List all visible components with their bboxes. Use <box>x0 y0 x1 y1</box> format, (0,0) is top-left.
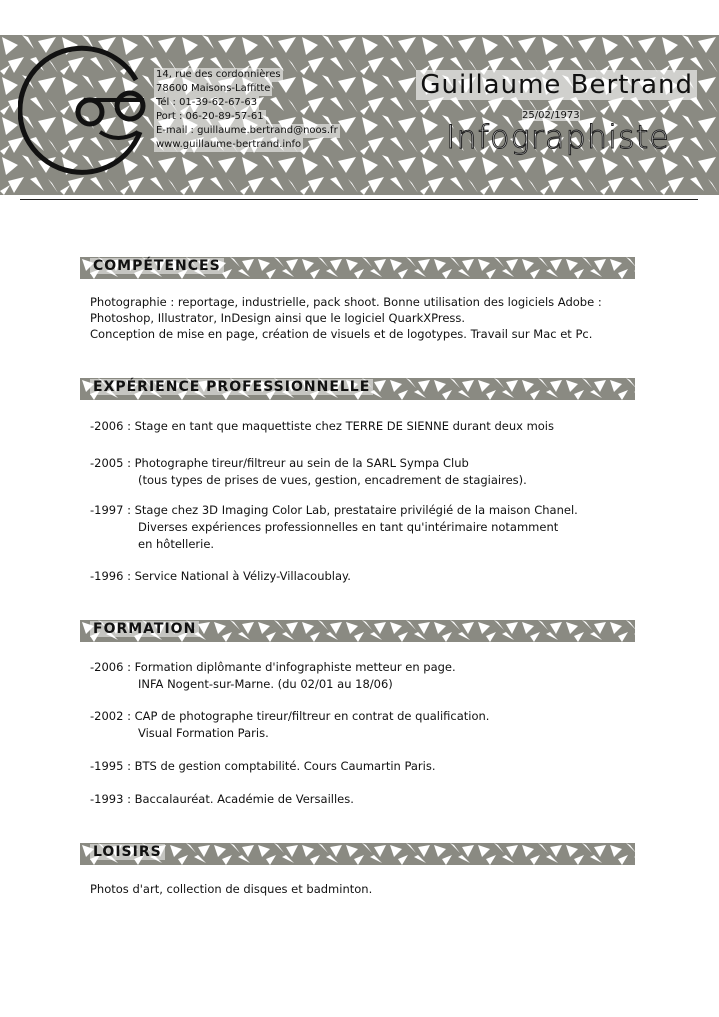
entry-line: -2005 : Photographe tireur/filtreur au sein de la SARL Sympa Club <box>90 456 469 470</box>
text-line: Conception de mise en page, création de visuels et de logotypes. Travail sur Mac et Pc. <box>90 327 593 341</box>
entry-line: -2006 : Stage en tant que maquettiste chez TERRE DE SIENNE durant deux mois <box>90 419 554 433</box>
section-header-competences <box>80 257 635 279</box>
formation-entry <box>90 758 670 775</box>
text-line: Photos d'art, collection de disques et badminton. <box>90 882 373 896</box>
section-title: EXPÉRIENCE PROFESSIONNELLE <box>90 379 373 395</box>
entry-detail: INFA Nogent-sur-Marne. (du 02/01 au 18/06) <box>138 677 393 691</box>
header-divider <box>20 199 698 200</box>
entry-line: -2006 : Formation diplômante d'infographiste metteur en page. <box>90 660 456 674</box>
loisirs-text <box>90 881 650 897</box>
experience-entry <box>90 455 670 489</box>
website[interactable]: www.guillaume-bertrand.info <box>156 139 302 150</box>
formation-entry <box>90 708 670 742</box>
experience-entry <box>90 568 670 585</box>
formation-entry <box>90 659 670 693</box>
address: 14, rue des cordonnières <box>156 69 281 80</box>
entry-detail: Visual Formation Paris. <box>138 726 269 740</box>
section-header-experience <box>80 378 635 400</box>
entry-line: -2002 : CAP de photographe tireur/filtreur en contrat de qualification. <box>90 709 490 723</box>
entry-line: -1996 : Service National à Vélizy-Villacoublay. <box>90 569 351 583</box>
section-title: LOISIRS <box>90 844 165 860</box>
entry-detail: Diverses expériences professionnelles en tant qu'intérimaire notamment <box>138 520 559 534</box>
contact-block <box>154 68 340 152</box>
birth-date: 25/02/1973 <box>522 110 580 121</box>
entry-line: -1997 : Stage chez 3D Imaging Color Lab, prestataire privilégié de la maison Chanel. <box>90 503 578 517</box>
section-header-loisirs <box>80 843 635 865</box>
text-line: Photoshop, Illustrator, InDesign ainsi que le logiciel QuarkXPress. <box>90 311 466 325</box>
city: 78600 Maisons-Laffitte <box>156 83 271 94</box>
formation-entry <box>90 791 670 808</box>
section-header-formation <box>80 620 635 642</box>
entry-line: -1995 : BTS de gestion comptabilité. Cours Caumartin Paris. <box>90 759 436 773</box>
mobile: Port : 06-20-89-57-61 <box>156 111 264 122</box>
phone: Tél : 01-39-62-67-63 <box>156 97 258 108</box>
logo <box>18 40 158 180</box>
job-title: Infographiste <box>446 118 670 156</box>
experience-entry <box>90 418 670 435</box>
entry-detail: (tous types de prises de vues, gestion, encadrement de stagiaires). <box>138 473 527 487</box>
text-line: Photographie : reportage, industrielle, pack shoot. Bonne utilisation des logiciels Adobe : <box>90 295 602 309</box>
competences-text <box>90 294 650 342</box>
email[interactable]: E-mail : guillaume.bertrand@noos.fr <box>156 125 338 136</box>
section-title: FORMATION <box>90 621 199 637</box>
experience-entry <box>90 502 670 553</box>
entry-line: -1993 : Baccalauréat. Académie de Versailles. <box>90 792 354 806</box>
entry-detail: en hôtellerie. <box>138 537 215 551</box>
section-title: COMPÉTENCES <box>90 258 224 274</box>
person-name: Guillaume Bertrand <box>416 70 697 100</box>
